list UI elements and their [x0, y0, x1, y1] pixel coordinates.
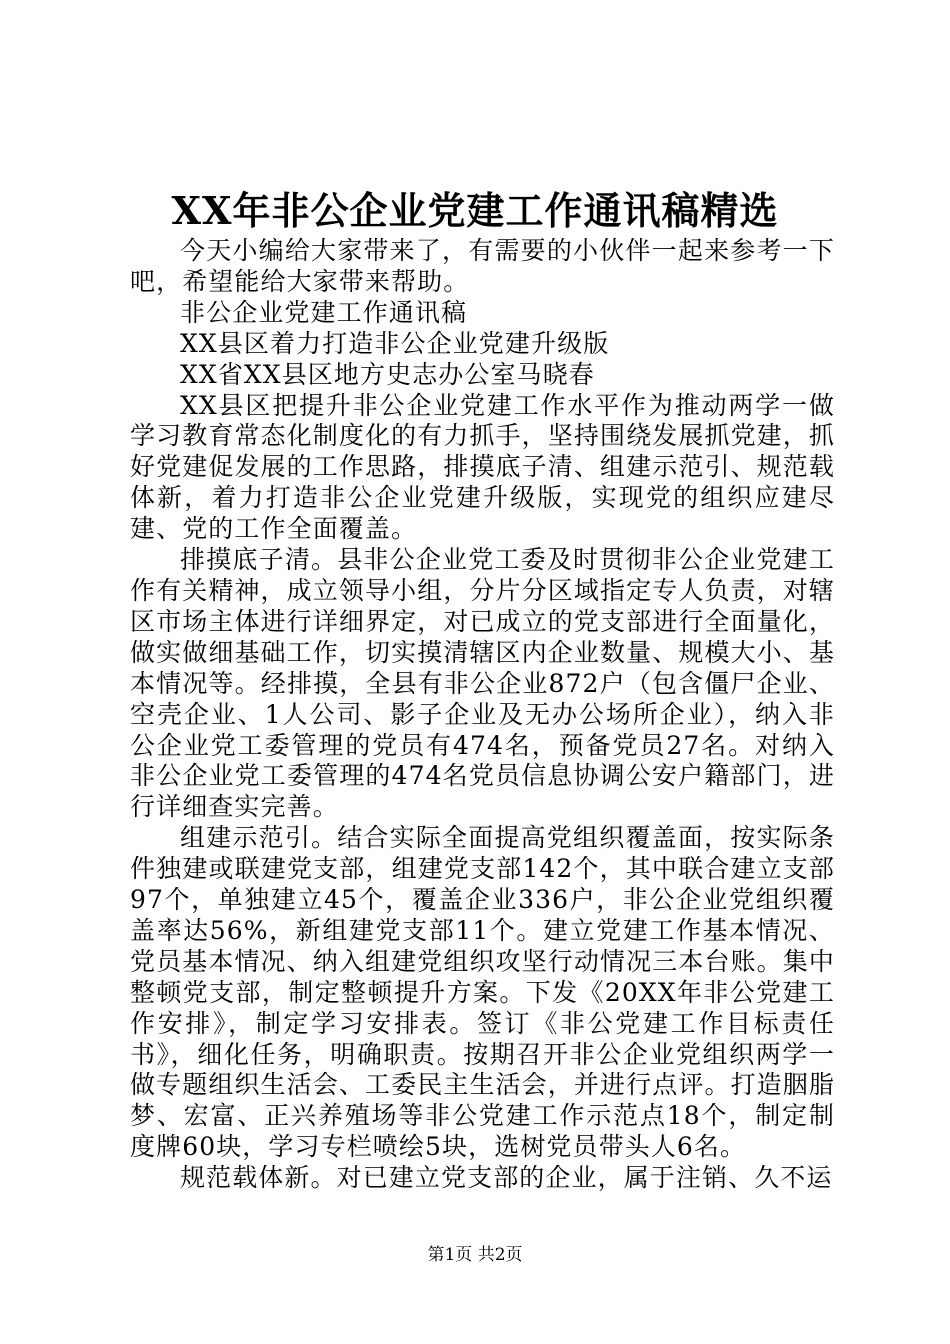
- document-title: XX年非公企业党建工作通讯稿精选: [171, 188, 779, 233]
- page-footer: 第1页 共2页: [427, 1245, 523, 1265]
- document-body: [130, 236, 835, 1194]
- paragraph-carrier: 规范载体新。对已建立党支部的企业，属于注销、久不运: [180, 1163, 833, 1193]
- paragraph-intro: 今天小编给大家带来了，有需要的小伙伴一起来参考一下吧，希望能给大家带来帮助。: [130, 236, 835, 296]
- paragraph-survey: 排摸底子清。县非公企业党工委及时贯彻非公企业党建工作有关精神，成立领导小组，分片分区域指定专人负责，对辖区市场主体进行详细界定，对已成立的党支部进行全面量化，做实做细基础工作，切实摸清辖区内企业数量、规模大小、基本情况等。经排摸，全县有非公企业872户（包含僵尸企业、空壳企业、1人公司、影子企业及无办公场所企业），纳入非公企业党工委管理的党员有474名，预备党员27名。对纳入非公企业党工委管理的474名党员信息协调公安户籍部门，进行详细查实完善。: [130, 545, 835, 822]
- paragraph-overview: XX县区把提升非公企业党建工作水平作为推动两学一做学习教育常态化制度化的有力抓手，坚持围绕发展抓党建，抓好党建促发展的工作思路，排摸底子清、组建示范引、规范载体新，着力打造非公企业党建升级版，实现党的组织应建尽建、党的工作全面覆盖。: [130, 390, 835, 544]
- paragraph-organization: 组建示范引。结合实际全面提高党组织覆盖面，按实际条件独建或联建党支部，组建党支部142个，其中联合建立支部97个，单独建立45个，覆盖企业336户，非公企业党组织覆盖率达56%，新组建党支部11个。建立党建工作基本情况、党员基本情况、纳入组建党组织攻坚行动情况三本台账。集中整顿党支部，制定整顿提升方案。下发《20XX年非公党建工作安排》，制定学习安排表。签订《非公党建工作目标责任书》，细化任务，明确职责。按期召开非公企业党组织两学一做专题组织生活会、工委民主生活会，并进行点评。打造胭脂梦、宏富、正兴养殖场等非公党建工作示范点18个，制定制度牌60块，学习专栏喷绘5块，选树党员带头人6名。: [130, 823, 835, 1162]
- paragraph-subtitle: XX县区着力打造非公企业党建升级版: [180, 328, 610, 358]
- paragraph-heading: 非公企业党建工作通讯稿: [180, 297, 468, 327]
- paragraph-author: XX省XX县区地方史志办公室马晓春: [180, 359, 595, 389]
